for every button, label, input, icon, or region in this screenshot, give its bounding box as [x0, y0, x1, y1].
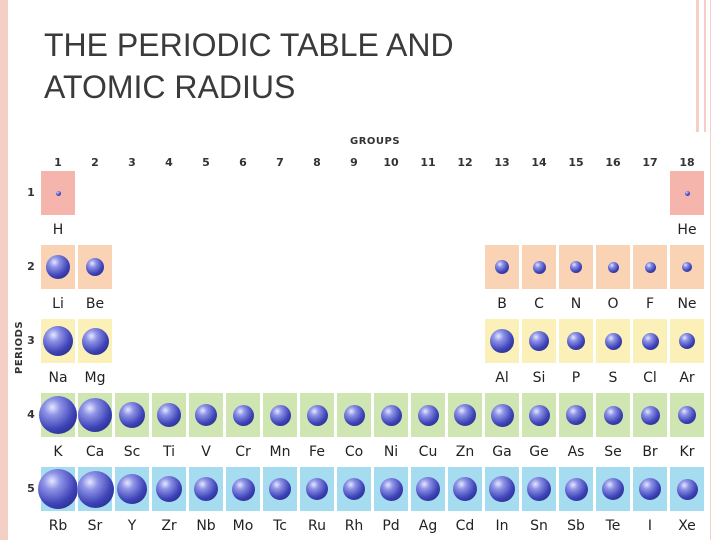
- element-symbol: Y: [127, 518, 137, 534]
- group-number: 3: [128, 156, 136, 169]
- slide-left-border: [0, 0, 8, 540]
- element-symbol: Fe: [309, 444, 325, 460]
- element-symbol: Ru: [308, 518, 326, 534]
- group-number: 16: [605, 156, 621, 169]
- atom-sphere-icon: [39, 396, 77, 434]
- element-symbol: Ga: [492, 444, 512, 460]
- element-symbol: In: [495, 518, 509, 534]
- atom-sphere-icon: [604, 406, 623, 425]
- group-number: 18: [679, 156, 695, 169]
- atom-sphere-icon: [679, 333, 695, 349]
- atom-sphere-icon: [453, 477, 477, 501]
- element-symbol: Sr: [87, 518, 103, 534]
- element-symbol: H: [52, 222, 64, 238]
- atom-sphere-icon: [491, 404, 514, 427]
- atom-sphere-icon: [567, 332, 585, 350]
- group-number: 11: [420, 156, 436, 169]
- element-symbol: Ar: [679, 370, 695, 386]
- group-number: 6: [239, 156, 247, 169]
- atom-sphere-icon: [566, 405, 586, 425]
- atom-sphere-icon: [565, 478, 588, 501]
- atom-sphere-icon: [46, 255, 70, 279]
- group-number: 5: [202, 156, 210, 169]
- element-symbol: Na: [48, 370, 68, 386]
- atom-sphere-icon: [307, 405, 328, 426]
- period-number: 5: [27, 482, 35, 495]
- element-symbol: S: [608, 370, 618, 386]
- atom-sphere-icon: [270, 405, 291, 426]
- group-number: 10: [383, 156, 399, 169]
- atom-sphere-icon: [38, 469, 78, 509]
- atom-sphere-icon: [678, 406, 696, 424]
- atom-sphere-icon: [495, 260, 509, 274]
- atom-sphere-icon: [86, 258, 104, 276]
- period-number: 1: [27, 186, 35, 199]
- element-symbol: Co: [344, 444, 364, 460]
- atom-sphere-icon: [418, 405, 439, 426]
- atom-sphere-icon: [677, 479, 698, 500]
- atom-sphere-icon: [641, 406, 660, 425]
- element-symbol: Be: [85, 296, 105, 312]
- element-symbol: Al: [495, 370, 509, 386]
- atom-sphere-icon: [529, 405, 550, 426]
- period-number: 4: [27, 408, 35, 421]
- element-symbol: Kr: [679, 444, 695, 460]
- element-symbol: Nb: [196, 518, 216, 534]
- element-symbol: Ca: [85, 444, 105, 460]
- atom-sphere-icon: [682, 262, 692, 272]
- periods-label: PERIODS: [14, 320, 25, 374]
- group-number: 12: [457, 156, 473, 169]
- atom-sphere-icon: [306, 478, 328, 500]
- atom-sphere-icon: [78, 398, 112, 432]
- element-symbol: Mg: [84, 370, 106, 386]
- atom-sphere-icon: [194, 477, 218, 501]
- atom-sphere-icon: [527, 477, 551, 501]
- group-number: 13: [494, 156, 510, 169]
- element-symbol: Cd: [455, 518, 475, 534]
- element-symbol: Se: [604, 444, 622, 460]
- atom-sphere-icon: [43, 326, 73, 356]
- element-symbol: Br: [642, 444, 658, 460]
- atom-sphere-icon: [642, 333, 659, 350]
- element-symbol: Zr: [161, 518, 177, 534]
- element-symbol: Ne: [677, 296, 697, 312]
- group-number: 15: [568, 156, 584, 169]
- atom-sphere-icon: [639, 478, 661, 500]
- element-symbol: He: [677, 222, 697, 238]
- atom-sphere-icon: [416, 477, 440, 501]
- element-symbol: Zn: [455, 444, 475, 460]
- atom-sphere-icon: [608, 262, 619, 273]
- atom-sphere-icon: [454, 404, 476, 426]
- element-symbol: P: [571, 370, 581, 386]
- atom-sphere-icon: [233, 405, 254, 426]
- group-number: 14: [531, 156, 547, 169]
- atom-sphere-icon: [343, 478, 365, 500]
- atom-sphere-icon: [82, 328, 109, 355]
- element-symbol: Tc: [273, 518, 287, 534]
- element-symbol: Pd: [382, 518, 400, 534]
- element-symbol: I: [647, 518, 653, 534]
- element-symbol: K: [53, 444, 63, 460]
- element-symbol: Cu: [418, 444, 438, 460]
- atom-sphere-icon: [156, 476, 182, 502]
- element-symbol: Sb: [567, 518, 585, 534]
- atom-sphere-icon: [56, 191, 61, 196]
- group-number: 7: [276, 156, 284, 169]
- element-symbol: Ag: [418, 518, 438, 534]
- element-symbol: Sc: [123, 444, 141, 460]
- group-number: 2: [91, 156, 99, 169]
- element-symbol: Sn: [530, 518, 548, 534]
- element-symbol: Li: [52, 296, 64, 312]
- groups-label: GROUPS: [350, 136, 401, 147]
- atom-sphere-icon: [533, 261, 546, 274]
- group-number: 9: [350, 156, 358, 169]
- element-symbol: F: [645, 296, 655, 312]
- period-number: 3: [27, 334, 35, 347]
- element-symbol: B: [497, 296, 507, 312]
- atom-sphere-icon: [232, 478, 255, 501]
- element-symbol: V: [201, 444, 211, 460]
- periodic-table-figure: [8, 132, 710, 540]
- element-symbol: Si: [532, 370, 546, 386]
- element-symbol: Ni: [383, 444, 399, 460]
- element-symbol: Mo: [232, 518, 254, 534]
- element-symbol: Cr: [235, 444, 251, 460]
- element-symbol: As: [567, 444, 585, 460]
- period-number: 2: [27, 260, 35, 273]
- element-symbol: Rb: [48, 518, 68, 534]
- atom-sphere-icon: [157, 403, 181, 427]
- atom-sphere-icon: [77, 471, 114, 508]
- element-symbol: Mn: [269, 444, 291, 460]
- atom-sphere-icon: [344, 405, 365, 426]
- atom-sphere-icon: [380, 478, 403, 501]
- atom-sphere-icon: [605, 333, 622, 350]
- atom-sphere-icon: [645, 262, 656, 273]
- atom-sphere-icon: [119, 402, 145, 428]
- atom-sphere-icon: [117, 474, 147, 504]
- element-symbol: O: [607, 296, 619, 312]
- element-symbol: Ti: [162, 444, 175, 460]
- atom-sphere-icon: [685, 191, 690, 196]
- element-symbol: N: [570, 296, 582, 312]
- element-symbol: Ge: [529, 444, 549, 460]
- atom-sphere-icon: [381, 405, 402, 426]
- atom-sphere-icon: [195, 404, 217, 426]
- element-symbol: Te: [605, 518, 621, 534]
- atom-sphere-icon: [570, 261, 582, 273]
- element-symbol: C: [534, 296, 544, 312]
- group-number: 4: [165, 156, 173, 169]
- group-number: 17: [642, 156, 658, 169]
- element-symbol: Xe: [678, 518, 696, 534]
- slide-title: THE PERIODIC TABLE AND ATOMIC RADIUS: [44, 27, 454, 105]
- atom-sphere-icon: [269, 478, 291, 500]
- atom-sphere-icon: [602, 478, 624, 500]
- element-symbol: Rh: [344, 518, 364, 534]
- group-number: 8: [313, 156, 321, 169]
- atom-sphere-icon: [489, 476, 515, 502]
- atom-sphere-icon: [529, 331, 549, 351]
- group-number: 1: [54, 156, 62, 169]
- element-symbol: Cl: [643, 370, 657, 386]
- atom-sphere-icon: [490, 329, 514, 353]
